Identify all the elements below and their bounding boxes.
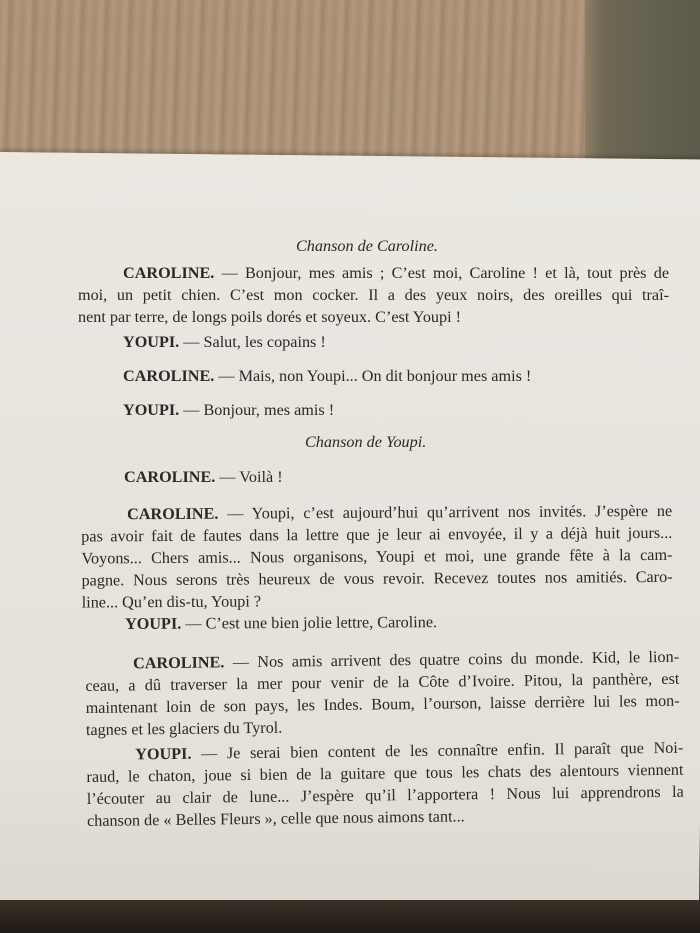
dialogue-text: — Je serai bien content de les connaître enfin. Il paraît que Noi- [200,738,684,763]
dialogue-line: l’écouter au clair de lune... J’espère qu’il l’apportera ! Nous lui apprendrons la [86,782,684,808]
dialogue-line: pagne. Nous serons très heureux de vous revoir. Recevez toutes nos amitiés. Caro- [81,567,673,590]
speaker-name: YOUPI. [135,744,192,764]
dialogue-line [123,400,334,420]
dialogue-text: — Salut, les copains ! [183,333,326,351]
dialogue-line: Voyons... Chers amis... Nous organisons, Youpi et moi, une grande fête à la cam- [81,545,673,568]
speaker-name: YOUPI. [125,614,182,633]
dialogue-text: — Bonjour, mes amis ! [183,401,335,419]
dialogue-line [125,612,437,634]
dialogue-text: — Nos amis arrivent des quatre coins du monde. Kid, le lion- [232,647,680,672]
dialogue-line: chanson de « Belles Fleurs », celle que nous aimons tant... [86,807,465,830]
dialogue-line [123,366,531,386]
dialogue-text: — Youpi, c’est aujourd’hui qu’arrivent nos invités. J’espère ne [227,501,673,523]
speaker-name: YOUPI. [123,333,180,351]
dialogue-text: — Voilà ! [219,468,283,486]
speaker-name: CAROLINE. [127,504,219,524]
dialogue-line: pas avoir fait de fautes dans la lettre que je leur ai envoyée, il y a déjà huit jours... [81,523,673,546]
dialogue-line [123,263,669,283]
dialogue-text: — Bonjour, mes amis ; C’est moi, Caroline ! et là, tout près de [221,264,669,282]
speaker-name: CAROLINE. [124,468,216,486]
dialogue-text: — C’est une bien jolie lettre, Caroline. [185,613,438,633]
speaker-name: CAROLINE. [123,264,215,282]
dialogue-line [123,332,326,352]
dialogue-line [127,501,672,524]
dialogue-line: nent par terre, de longs poils dorés et soyeux. C’est Youpi ! [78,308,462,326]
dialogue-text: — Mais, non Youpi... On dit bonjour mes amis ! [218,367,532,385]
dialogue-line: maintenant loin de son pays, les Indes. Boum, l’ourson, laisse derrière lui les mon- [85,691,680,718]
dialogue-line: raud, le chaton, joue si bien de la guitare que tous les chats des alentours viennent [86,760,684,787]
dialogue-line [124,467,283,487]
dialogue-line: line... Qu’en dis-tu, Youpi ? [81,592,262,612]
song-heading-youpi: Chanson de Youpi. [305,433,427,451]
dialogue-line: ceau, a dû traverser la mer pour venir de la Côte d’Ivoire. Pitou, la panthère, est [85,669,680,696]
speaker-name: CAROLINE. [133,653,225,673]
speaker-name: YOUPI. [123,401,180,419]
dialogue-line: tagnes et les glaciers du Tyrol. [85,718,283,740]
song-heading-caroline: Chanson de Caroline. [296,237,438,255]
speaker-name: CAROLINE. [123,367,215,385]
dialogue-line: moi, un petit chien. C’est mon cocker. Il a des yeux noirs, des oreilles qui traî- [78,286,669,304]
